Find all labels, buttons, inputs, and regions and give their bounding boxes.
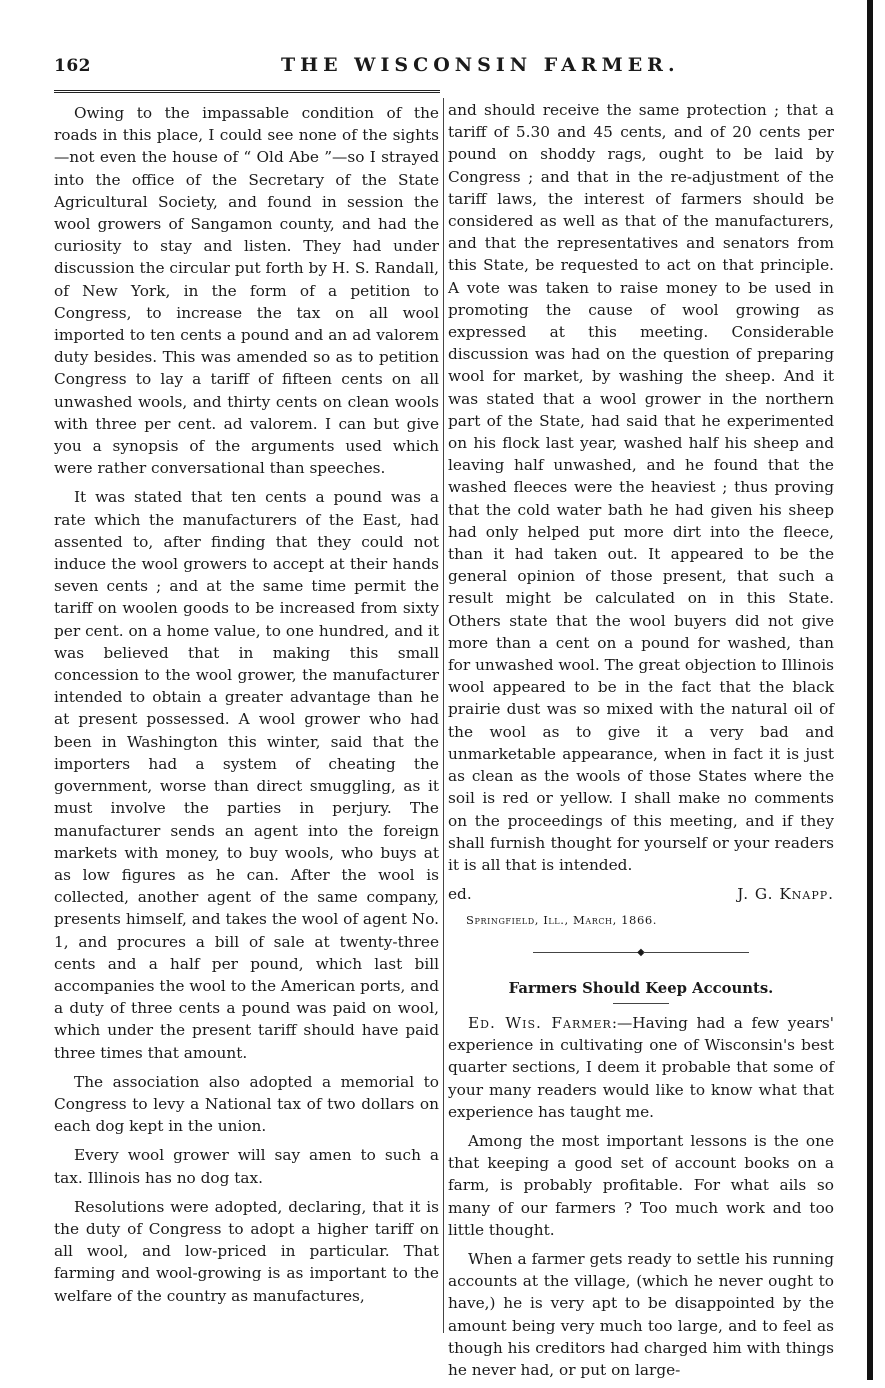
salutation: Ed. Wis. Farmer: [468, 1013, 612, 1032]
left-column: [54, 102, 439, 1314]
article-paragraph: It was stated that ten cents a pound was a rate which the manufacturers of the East, had assented to, after finding that they could not induce the wool growers to accept at their hands seven cents ; and at the same time permit the tariff on woolen goods to be increased from sixty per cent. on a home value, to one hundred, and it was believed that in making this small concession to the wool grower, the manufacturer intended to obtain a greater advantage than he at present possessed. A wool grower who had been in Washington this winter, said that the importers had a system of cheating the government, worse than direct smuggling, as it must involve the parties in perjury. The manufacturer sends an agent into the foreign markets with money, to buy wools, who buys at as low figures as he can. After the wool is collected, another agent of the same company, presents himself, and takes the wool of agent No. 1, and procures a bill of sale at twenty-three cents and a half per pound, which last bill accompanies the wool to the American ports, and a duty of three cents a pound was paid on wool, which under the present tariff should have paid three times that amount.: [54, 488, 439, 1062]
header-rule: [54, 90, 440, 93]
article-paragraph: The association also adopted a memorial to Congress to levy a National tax of two dollars on each dog kept in the union.: [54, 1072, 439, 1136]
article-paragraph: Every wool grower will say amen to such a tax. Illinois has no dog tax.: [54, 1146, 439, 1187]
article-paragraph: Resolutions were adopted, declaring, that it is the duty of Congress to adopt a higher tariff on all wool, and low-priced in particular. That farming and wool-growing is as important to the welfare of the country as manufactures,: [54, 1197, 439, 1305]
signature-line: [448, 883, 834, 905]
page-header: [54, 56, 846, 86]
section-paragraph: When a farmer gets ready to settle his running accounts at the village, (which he never ought to have,) he is very apt to be disappointed by the amount being very much too large, and to feel as though his creditors had charged him with things he never had, or put on large-: [448, 1249, 834, 1379]
section-separator: [448, 942, 834, 964]
section-paragraph: [448, 1012, 834, 1123]
separator-ornament-icon: ◆: [637, 946, 645, 958]
title-underline: [613, 1003, 669, 1004]
section-title: Farmers Should Keep Accounts.: [508, 979, 774, 997]
dateline: Springfield, Ill., March, 1866.: [466, 913, 658, 928]
author-signature: J. G. Knapp.: [737, 885, 834, 904]
page-number: 162: [54, 56, 91, 76]
article-continuation: and should receive the same protection ; that a tariff of 5.30 and 45 cents, and of 20 cents per pound on shoddy rags, ought to be laid by Congress ; and that in the re-adjustment of the tariff laws, the interest of farmers should be considered as well as that of the manufacturers, and that the representatives and senators from this State, be requested to act on that principle. A vote was taken to raise money to be used in promoting the cause of wool growing as expressed at this meeting. Considerable discussion was had on the question of preparing wool for market, by washing the sheep. And it was stated that a wool grower in the northern part of the State, had said that he experimented on his flock last year, washed half his sheep and leaving half unwashed, and he found that the washed fleeces were the heaviest ; thus proving that the cold water bath he had given his sheep had only helped put more dirt into the fleece, than it had taken out. It appeared to be the general opinion of those present, that such a result might be calculated on in this State. Others state that the wool buyers did not give more than a cent on a pound for washed, than for unwashed wool. The great objection to Illinois wool appeared to be in the fact that the black prairie dust was so mixed with the natural oil of the wool as to give it a very bad and unmarketable appearance, when in fact it is just as clean as the wools of those States where the soil is red or yellow. I shall make no comments on the proceedings of this meeting, and if they shall furnish thought for yourself or your readers it is all that is intended.: [448, 101, 834, 874]
right-column: [448, 99, 834, 1388]
salutation-text: :—Having had a few years' experience in cultivating one of Wisconsin's best quarter sections, I deem it probable that some of your many readers would like to know what that experience has taught me.: [448, 1013, 834, 1121]
journal-title: THE WISCONSIN FARMER.: [281, 54, 680, 76]
column-divider: [443, 98, 444, 1333]
section-paragraph: Among the most important lessons is the one that keeping a good set of account books on a farm, is probably profitable. For what ails so many of our farmers ? Too much work and too little thought.: [448, 1131, 834, 1239]
signature-ed: ed.: [448, 885, 472, 904]
page-edge-bar: [867, 0, 873, 1380]
article-paragraph: Owing to the impassable condition of the roads in this place, I could see none of the sights—not even the house of “ Old Abe ”—so I strayed into the office of the Secretary of the State Agricultural Society, and found in session the wool growers of Sangamon county, and had the curiosity to stay and listen. They had under discussion the circular put forth by H. S. Randall, of New York, in the form of a petition to Congress, to increase the tax on all wool imported to ten cents a pound and an ad valorem duty besides. This was amended so as to petition Congress to lay a tariff of fifteen cents on all unwashed wools, and thirty cents on clean wools with three per cent. ad valorem. I can but give you a synopsis of the arguments used which were rather conversational than speeches.: [54, 104, 439, 478]
